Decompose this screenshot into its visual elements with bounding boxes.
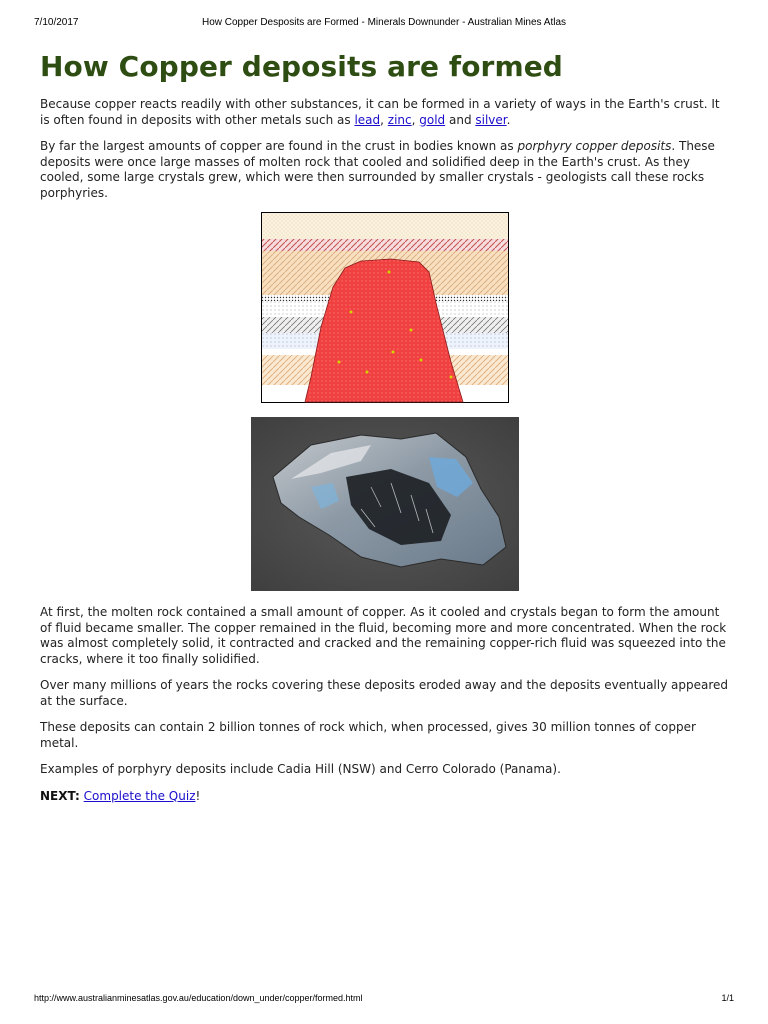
- separator: ,: [411, 112, 420, 127]
- layer-red-hatch: [262, 239, 508, 251]
- separator: ,: [380, 112, 388, 127]
- lead-link[interactable]: lead: [354, 112, 381, 127]
- sentence-end: .: [506, 112, 511, 127]
- page-number: 1/1: [721, 993, 734, 1003]
- next-label: NEXT:: [40, 788, 80, 803]
- porphyry-text-end: . These deposits were once large masses of molten rock that cooled and solidified deep in the Earth's crust. As they cooled, some large crystals grew, which were then surrounded by smaller crystals - geologists call these rocks porphyries.: [40, 139, 715, 200]
- quiz-link[interactable]: Complete the Quiz: [83, 788, 196, 803]
- separator: and: [445, 112, 476, 127]
- tonnage-paragraph: These deposits can contain 2 billion tonnes of rock which, when processed, gives 30 million tonnes of copper metal.: [40, 720, 696, 750]
- cooling-paragraph: At first, the molten rock contained a small amount of copper. As it cooled and crystals began to form the amount of fluid became smaller. The copper remained in the fluid, becoming more and more concentrated. When the rock was almost completely solid, it contracted and cracked and the remaining copper-rich fluid was squeezed into the cracks, where it too finally solidified.: [40, 605, 727, 666]
- print-date: 7/10/2017: [34, 17, 79, 28]
- porphyry-text-start: By far the largest amounts of copper are found in the crust in bodies known as: [40, 139, 518, 153]
- intro-paragraph: [40, 97, 730, 128]
- next-paragraph: [40, 789, 730, 805]
- print-footer: [34, 993, 734, 1007]
- examples-paragraph: Examples of porphyry deposits include Cadia Hill (NSW) and Cerro Colorado (Panama).: [40, 762, 561, 776]
- article: [40, 50, 730, 815]
- print-header: [34, 17, 734, 31]
- layer-surface-sediment: [262, 213, 508, 239]
- print-page-title: How Copper Desposits are Formed - Minerals Downunder - Australian Mines Atlas: [201, 17, 567, 28]
- page-title: How Copper deposits are formed: [40, 50, 563, 83]
- zinc-link[interactable]: zinc: [387, 112, 412, 127]
- erosion-paragraph: Over many millions of years the rocks covering these deposits eroded away and the deposits eventually appeared at the surface.: [40, 678, 729, 708]
- next-end: !: [195, 788, 201, 803]
- silver-link[interactable]: silver: [475, 112, 507, 127]
- gold-link[interactable]: gold: [419, 112, 446, 127]
- porphyry-paragraph: [40, 139, 730, 201]
- intro-text: Because copper reacts readily with other substances, it can be formed in a variety of ways in the Earth's crust. It is often found in deposits with other metals such as: [40, 97, 720, 127]
- print-url: http://www.australianminesatlas.gov.au/education/down_under/copper/formed.html: [34, 993, 363, 1003]
- porphyry-term: porphyry copper deposits: [517, 139, 672, 153]
- porphyry-cross-section-diagram: [261, 212, 509, 403]
- copper-ore-rock-photo: [251, 417, 519, 591]
